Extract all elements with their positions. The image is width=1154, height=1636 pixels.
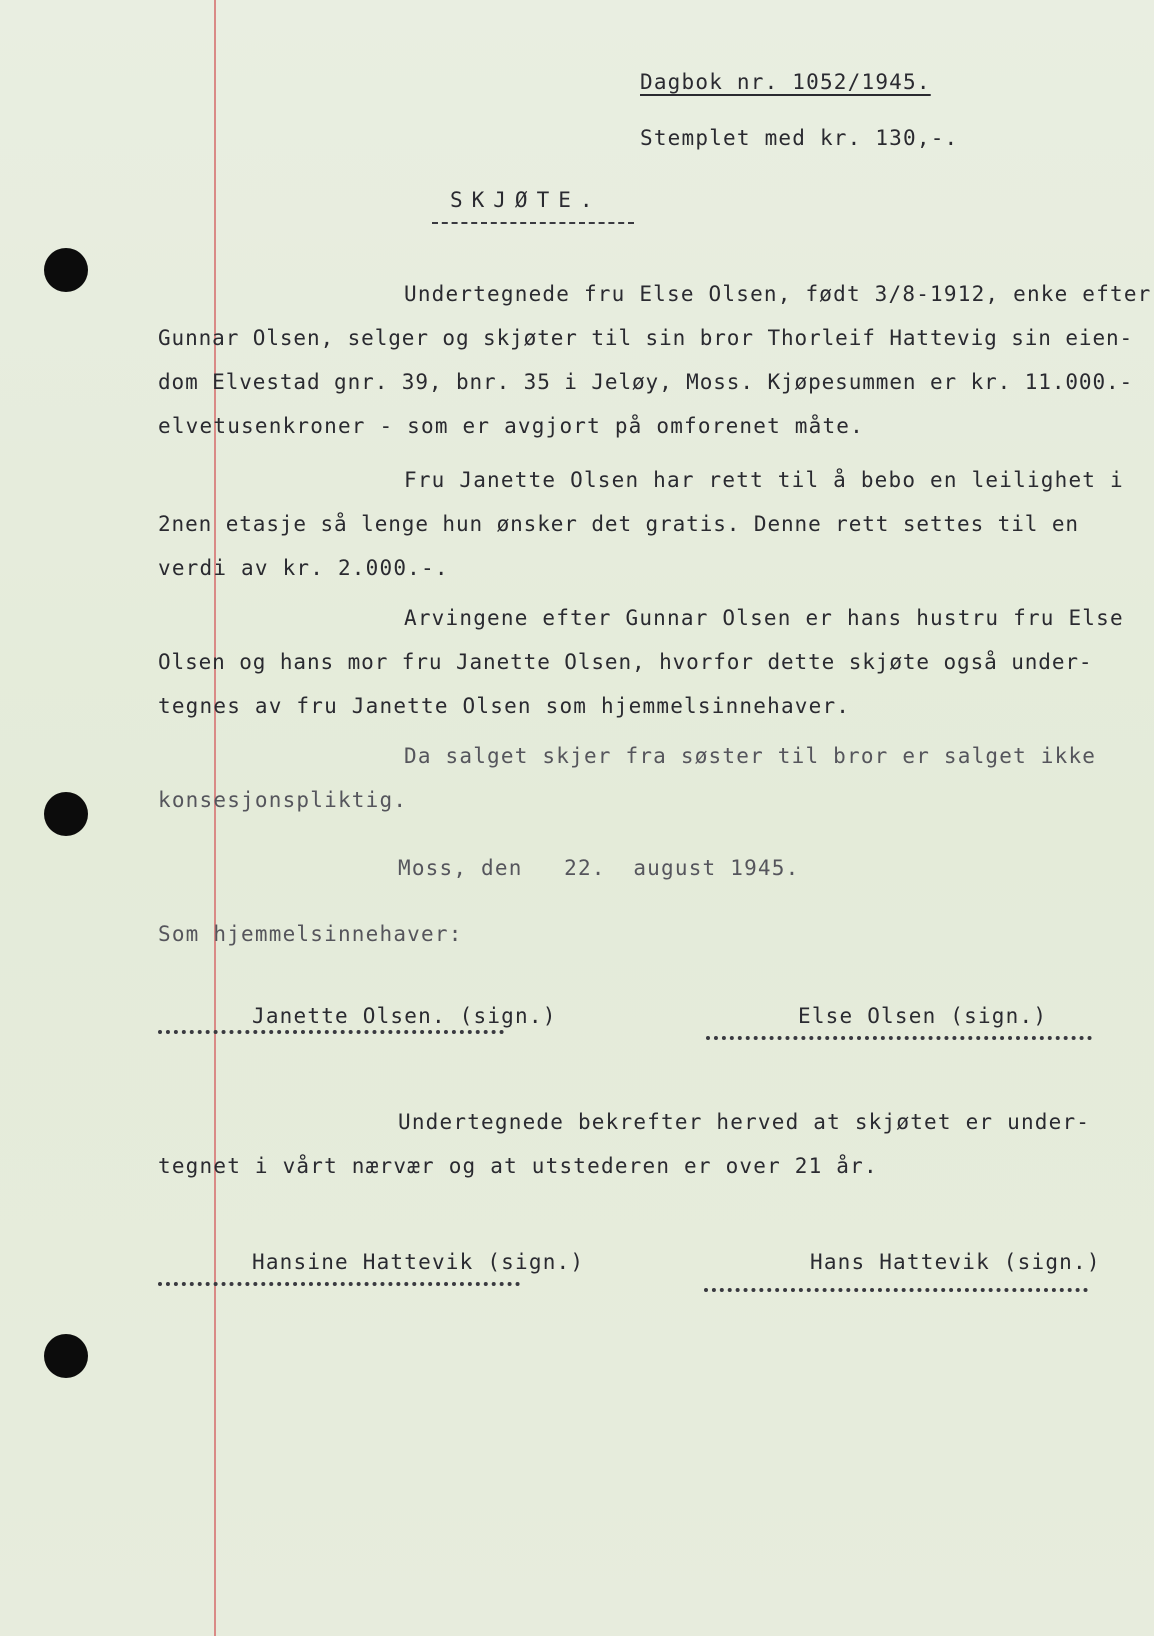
signature-line (704, 1288, 1088, 1292)
body-line: Fru Janette Olsen har rett til å bebo en leilighet i (404, 468, 1124, 492)
body-line: tegnes av fru Janette Olsen som hjemmelsinnehaver. (158, 694, 851, 718)
witness-line: tegnet i vårt nærvær og at utstederen er over 21 år. (158, 1154, 878, 1178)
title-underline (432, 222, 634, 224)
document-title: SKJØTE. (450, 188, 602, 212)
signature-line (158, 1282, 520, 1286)
body-line: Da salget skjer fra søster til bror er salget ikke (404, 744, 1097, 768)
body-line: dom Elvestad gnr. 39, bnr. 35 i Jeløy, Moss. Kjøpesummen er kr. 11.000.- (158, 370, 1134, 394)
body-line: Gunnar Olsen, selger og skjøter til sin bror Thorleif Hattevig sin eien- (158, 326, 1134, 350)
signature-else: Else Olsen (sign.) (798, 1004, 1048, 1028)
punch-hole-top (44, 248, 88, 292)
body-line: 2nen etasje så lenge hun ønsker det gratis. Denne rett settes til en (158, 512, 1079, 536)
punch-hole-middle (44, 792, 88, 836)
witness-signature-hansine: Hansine Hattevik (sign.) (252, 1250, 585, 1274)
dagbok-number: Dagbok nr. 1052/1945. (640, 70, 931, 94)
body-line: elvetusenkroner - som er avgjort på omforenet måte. (158, 414, 864, 438)
body-line: verdi av kr. 2.000.-. (158, 556, 449, 580)
hjemmel-label: Som hjemmelsinnehaver: (158, 922, 463, 946)
place-and-date: Moss, den 22. august 1945. (398, 856, 800, 880)
signature-line (706, 1036, 1092, 1040)
witness-line: Undertegnede bekrefter herved at skjøtet er under- (398, 1110, 1091, 1134)
witness-signature-hans: Hans Hattevik (sign.) (810, 1250, 1101, 1274)
body-line: konsesjonspliktig. (158, 788, 408, 812)
body-line: Olsen og hans mor fru Janette Olsen, hvorfor dette skjøte også under- (158, 650, 1093, 674)
signature-janette: Janette Olsen. (sign.) (252, 1004, 557, 1028)
signature-line (158, 1030, 504, 1034)
stamp-note: Stemplet med kr. 130,-. (640, 126, 959, 150)
body-line: Arvingene efter Gunnar Olsen er hans hustru fru Else (404, 606, 1124, 630)
punch-hole-bottom (44, 1334, 88, 1378)
body-line: Undertegnede fru Else Olsen, født 3/8-1912, enke efter (404, 282, 1152, 306)
margin-rule (214, 0, 216, 1636)
